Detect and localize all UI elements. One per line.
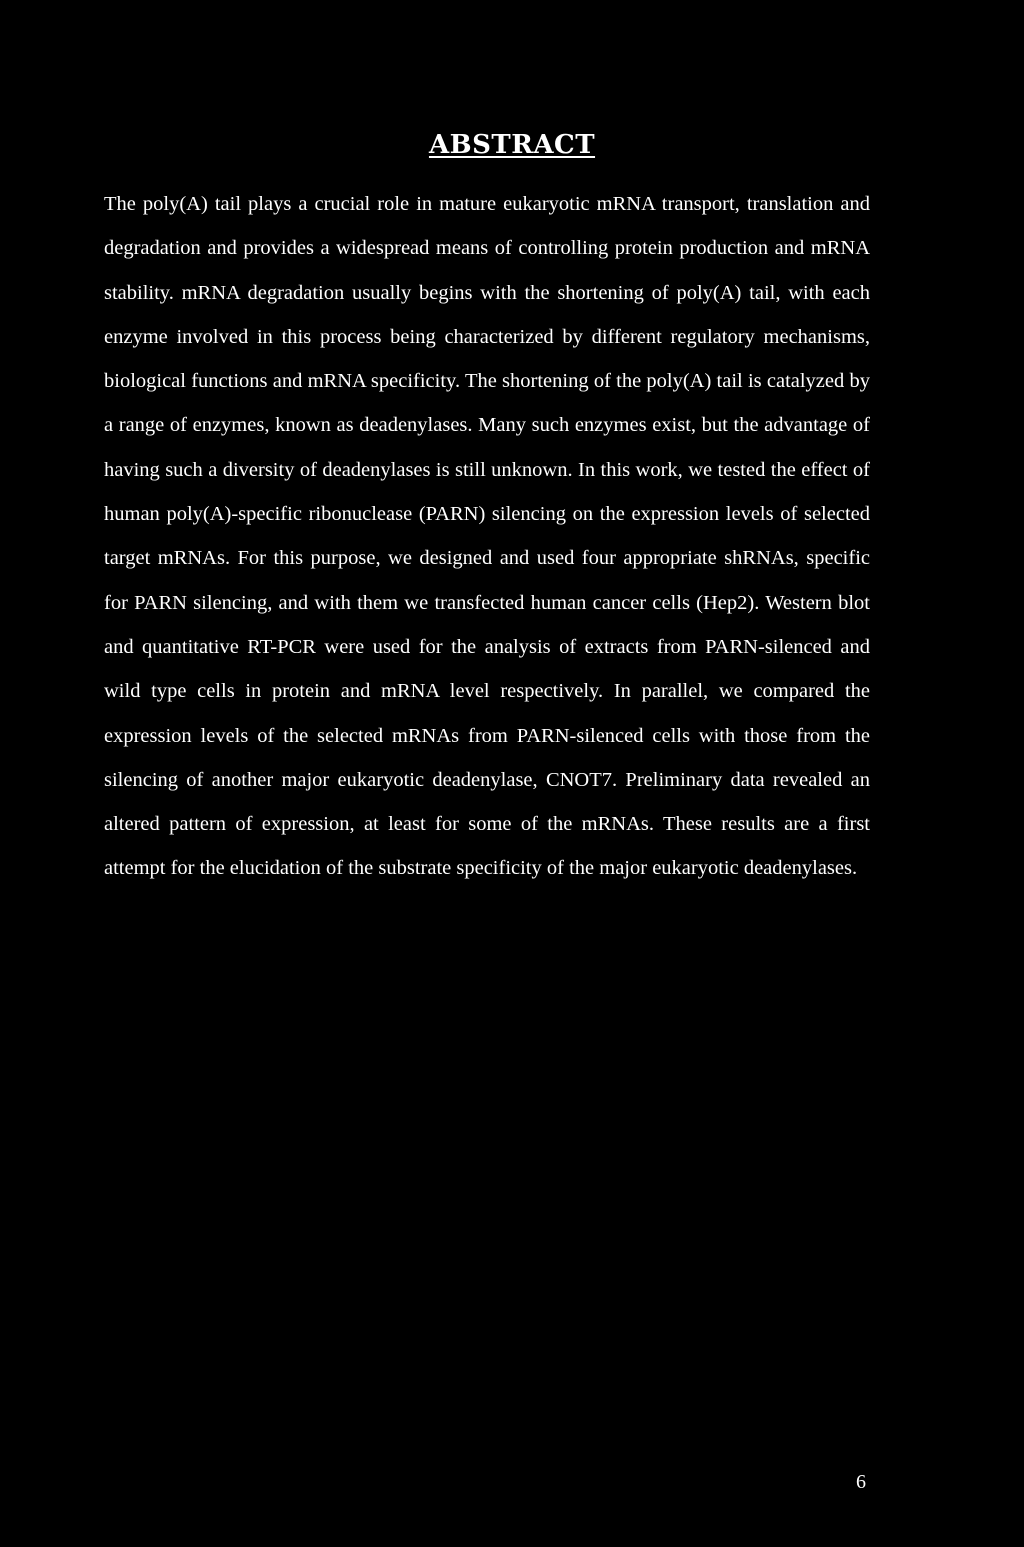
abstract-body: The poly(A) tail plays a crucial role in mature eukaryotic mRNA transport, translation and degradation and provides a widespread means of controlling protein production and mRNA stability. mRNA degradation usually begins with the shortening of poly(A) tail, with each enzyme involved in this process being characterized by different regulatory mechanisms, biological functions and mRNA specificity. The shortening of the poly(A) tail is catalyzed by a range of enzymes, known as deadenylases. Many such enzymes exist, but the advantage of having such a diversity of deadenylases is still unknown. In this work, we tested the effect of human poly(A)-specific ribonuclease (PARN) silencing on the expression levels of selected target mRNAs. For this purpose, we designed and used four appropriate shRNAs, specific for PARN silencing, and with them we transfected human cancer cells (Hep2). Western blot and quantitative RT-PCR were used for the analysis of extracts from PARN-silenced and wild type cells in protein and mRNA level respectively. In parallel, we compared the expression levels of the selected mRNAs from PARN-silenced cells with those from the silencing of another major eukaryotic deadenylase, CNOT7. Preliminary data revealed an altered pattern of expression, at least for some of the mRNAs. These results are a first attempt for the elucidation of the substrate specificity of the major eukaryotic deadenylases. [104,193,870,880]
abstract-heading: ABSTRACT [428,130,596,160]
page-number: 6 [856,1471,866,1493]
